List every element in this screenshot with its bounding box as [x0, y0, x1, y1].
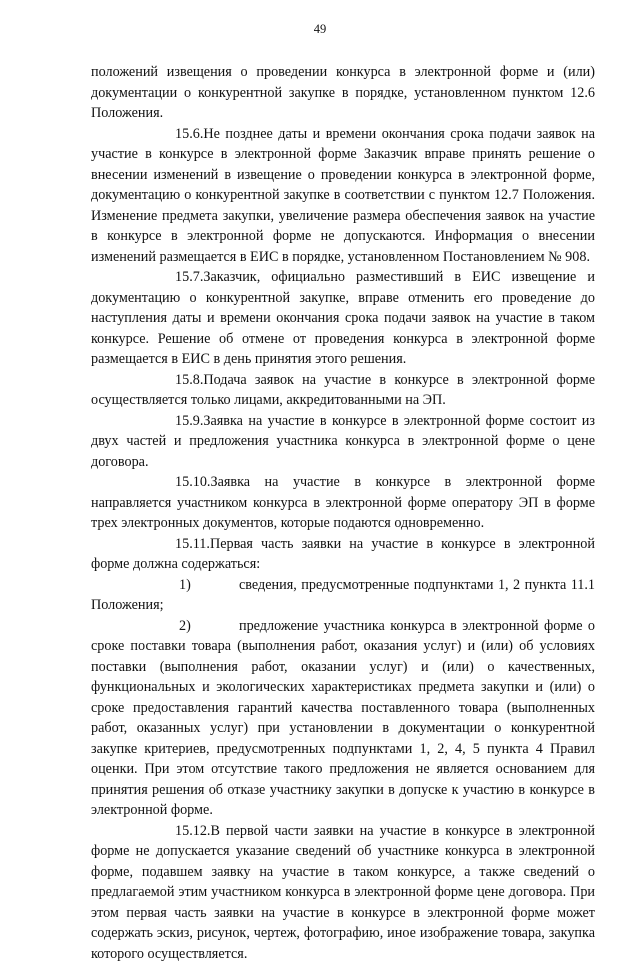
clause-15-7 [91, 267, 595, 370]
clause-number: 15.11. [133, 534, 210, 555]
clause-text: В первой части заявки на участие в конкурсе в электронной форме не допускается указание сведений об участнике конкурса в электронной форме, подавшем заявку на участие в таком конкурсе, а также сведений о предлагаемой этим участником конкурса в электронной форме цене договора. При этом первая часть заявки на участие в конкурсе в электронной форме может содержать эскиз, рисунок, чертеж, фотографию, иное изображение товара, закупка которого осуществляется. [91, 823, 595, 962]
paragraph-text: положений извещения о проведении конкурса в электронной форме и (или) документации о конкурентной закупке в порядке, установленном пунктом 12.6 Положения. [91, 64, 595, 121]
clause-text: Подача заявок на участие в конкурсе в электронной форме осуществляется только лицами, аккредитованными на ЭП. [91, 372, 595, 409]
clause-text: Заявка на участие в конкурсе в электронной форме состоит из двух частей и предложения участника конкурса в электронной форме о цене договора. [91, 413, 595, 470]
page-number: 49 [0, 22, 640, 37]
clause-15-11 [91, 534, 595, 575]
clause-number: 15.7. [133, 267, 203, 288]
subclause-1 [91, 575, 595, 616]
subclause-2 [91, 616, 595, 821]
clause-15-10 [91, 472, 595, 534]
clause-text: Первая часть заявки на участие в конкурсе в электронной форме должна содержаться: [91, 536, 595, 573]
clause-text: Заявка на участие в конкурсе в электронной форме направляется участником конкурса в электронной форме оператору ЭП в форме трех электронных документов, которые подаются одновременно. [91, 474, 595, 531]
subclause-text: сведения, предусмотренные подпунктами 1, 2 пункта 11.1 Положения; [91, 577, 595, 614]
clause-15-12 [91, 821, 595, 964]
clause-15-6 [91, 124, 595, 268]
clause-number: 15.12. [133, 821, 210, 842]
clause-number: 15.9. [133, 411, 203, 432]
clause-15-8 [91, 370, 595, 411]
subclause-number: 1) [135, 575, 239, 596]
clause-text: Заказчик, официально разместивший в ЕИС извещение и документацию о конкурентной закупке, вправе отменить его проведение до наступления даты и времени окончания срока подачи заявок на участие в таком конкурсе. Решение об отмене от проведения конкурса в электронной форме размещается в ЕИС в день принятия этого решения. [91, 269, 595, 367]
subclause-text: предложение участника конкурса в электронной форме о сроке поставки товара (выполнения работ, оказания услуг) и (или) об условиях поставки (выполнения работ, оказании услуг) и (или) о качественных, функциональных и экологических характеристиках предмета закупки и (или) о сроке предоставления гарантий качества поставленного товара (выполненных работ, оказанных услуг) при установлении в документации о конкурентной закупке критериев, предусмотренных подпунктами 1, 2, 4, 5 пункта 4 Правил оценки. При этом отсутствие такого предложения не является основанием для принятия решения об отказе участнику закупки в допуске к участию в конкурсе в электронной форме. [91, 618, 595, 819]
clause-15-9 [91, 411, 595, 473]
clause-number: 15.10. [133, 472, 210, 493]
clause-number: 15.8. [133, 370, 203, 391]
paragraph-continuation [91, 62, 595, 124]
clause-number: 15.6. [133, 124, 203, 145]
clause-text: Не позднее даты и времени окончания срока подачи заявок на участие в конкурсе в электронной форме Заказчик вправе принять решение о внесении изменений в извещение о проведении конкурса в электронной форме, документацию о конкурентной закупке в соответствии с пунктом 12.7 Положения. Изменение предмета закупки, увеличение размера обеспечения заявок на участие в конкурсе в электронной форме не допускаются. Информация о внесении изменений размещается в ЕИС в порядке, установленном Постановлением № 908. [91, 126, 595, 265]
subclause-number: 2) [135, 616, 239, 637]
document-body [91, 62, 595, 964]
